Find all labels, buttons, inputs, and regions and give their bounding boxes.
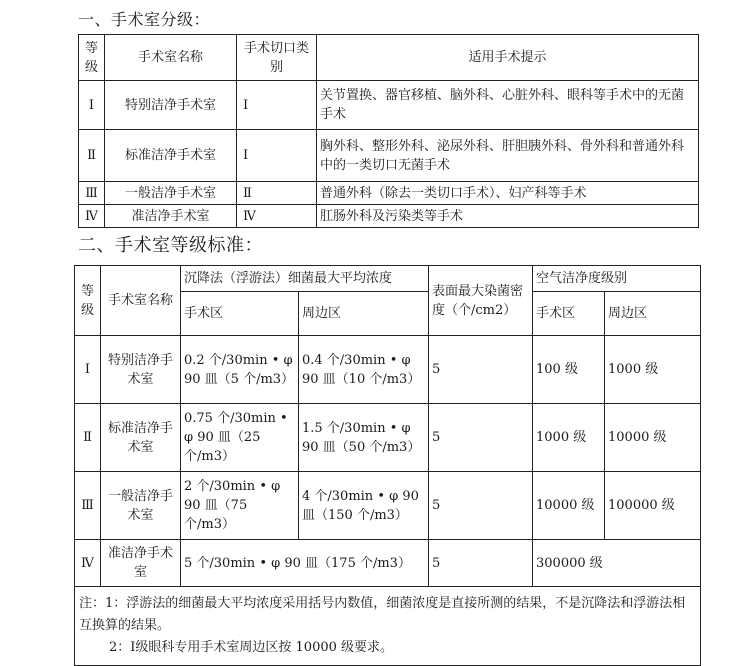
table-row (79, 205, 699, 228)
room-name-cell: 标准洁净手术室 (105, 130, 237, 182)
header-room-name: 手术室名称 (105, 35, 237, 81)
note-1: 注：1：浮游法的细菌最大平均浓度采用括号内数值，细菌浓度是直接所测的结果，不是沉降法和浮游法相互换算的结果。 (79, 596, 686, 633)
air-around-cell: 10000 级 (605, 404, 701, 472)
surface-density-cell: 5 (429, 472, 533, 540)
table-row (75, 336, 701, 404)
surface-density-cell: 5 (429, 336, 533, 404)
header-grade: 等级 (79, 35, 105, 81)
header-air-around-area: 周边区 (605, 292, 701, 336)
grade-cell: Ⅱ (79, 130, 105, 182)
header-incision-class: 手术切口类别 (237, 35, 317, 81)
header-room-name: 手术室名称 (101, 266, 181, 336)
incision-class-cell: Ⅰ (237, 130, 317, 182)
air-op-cell: 10000 级 (533, 472, 605, 540)
merged-concentration-cell: 5 个/30min • φ 90 皿（175 个/m3） (181, 540, 429, 587)
air-merged-cell: 300000 级 (533, 540, 701, 587)
room-name-cell: 特别洁净手术室 (101, 336, 181, 404)
incision-class-cell: Ⅱ (237, 182, 317, 205)
incision-class-cell: Ⅰ (237, 81, 317, 130)
grade-cell: Ⅰ (79, 81, 105, 130)
grade-cell: Ⅲ (75, 472, 101, 540)
surgery-cell: 关节置换、器官移植、脑外科、心脏外科、眼科等手术中的无菌手术 (317, 81, 699, 130)
surface-density-cell: 5 (429, 404, 533, 472)
table-row (79, 182, 699, 205)
room-name-cell: 标准洁净手术室 (101, 404, 181, 472)
note-2: 2：Ⅰ级眼科专用手术室周边区按 10000 级要求。 (109, 640, 394, 655)
room-name-cell: 准洁净手术室 (101, 540, 181, 587)
section1-heading: 一、手术室分级： (78, 10, 211, 29)
room-name-cell: 特别洁净手术室 (105, 81, 237, 130)
room-name-cell: 准洁净手术室 (105, 205, 237, 228)
header-air-op-area: 手术区 (533, 292, 605, 336)
table-row (75, 540, 701, 587)
header-around-area: 周边区 (299, 292, 429, 336)
around-area-concentration-cell: 4 个/30min • φ 90 皿（150 个/m3） (299, 472, 429, 540)
operating-room-classification-table (78, 34, 699, 228)
incision-class-cell: Ⅳ (237, 205, 317, 228)
header-applicable-surgery: 适用手术提示 (317, 35, 699, 81)
surgery-cell: 胸外科、整形外科、泌尿外科、肝胆胰外科、骨外科和普通外科中的一类切口无菌手术 (317, 130, 699, 182)
air-op-cell: 100 级 (533, 336, 605, 404)
header-settle-method: 沉降法（浮游法）细菌最大平均浓度 (181, 266, 429, 292)
table-header-row (79, 35, 699, 81)
table-row (79, 130, 699, 182)
header-op-area: 手术区 (181, 292, 299, 336)
grade-cell: Ⅳ (79, 205, 105, 228)
table-header-row (75, 266, 701, 292)
room-name-cell: 一般洁净手术室 (101, 472, 181, 540)
op-area-concentration-cell: 0.75 个/30min • φ 90 皿（25 个/m3） (181, 404, 299, 472)
op-area-concentration-cell: 0.2 个/30min • φ 90 皿（5 个/m3） (181, 336, 299, 404)
note-cell (75, 587, 701, 666)
grade-cell: Ⅰ (75, 336, 101, 404)
grade-cell: Ⅳ (75, 540, 101, 587)
grade-cell: Ⅲ (79, 182, 105, 205)
table-row (75, 472, 701, 540)
surface-density-cell: 5 (429, 540, 533, 587)
note-row (75, 587, 701, 666)
header-grade: 等级 (75, 266, 101, 336)
surgery-cell: 普通外科（除去一类切口手术）、妇产科等手术 (317, 182, 699, 205)
operating-room-standards-table (74, 265, 701, 666)
surgery-cell: 肛肠外科及污染类等手术 (317, 205, 699, 228)
header-surface-density: 表面最大染菌密度（个/cm2） (429, 266, 533, 336)
air-op-cell: 1000 级 (533, 404, 605, 472)
op-area-concentration-cell: 2 个/30min • φ 90 皿（75 个/m3） (181, 472, 299, 540)
grade-cell: Ⅱ (75, 404, 101, 472)
room-name-cell: 一般洁净手术室 (105, 182, 237, 205)
air-around-cell: 1000 级 (605, 336, 701, 404)
header-air-cleanliness: 空气洁净度级别 (533, 266, 701, 292)
section2-heading: 二、手术室等级标准： (78, 235, 263, 256)
around-area-concentration-cell: 1.5 个/30min • φ 90 皿（50 个/m3） (299, 404, 429, 472)
table-row (79, 81, 699, 130)
air-around-cell: 100000 级 (605, 472, 701, 540)
table-row (75, 404, 701, 472)
around-area-concentration-cell: 0.4 个/30min • φ 90 皿（10 个/m3） (299, 336, 429, 404)
